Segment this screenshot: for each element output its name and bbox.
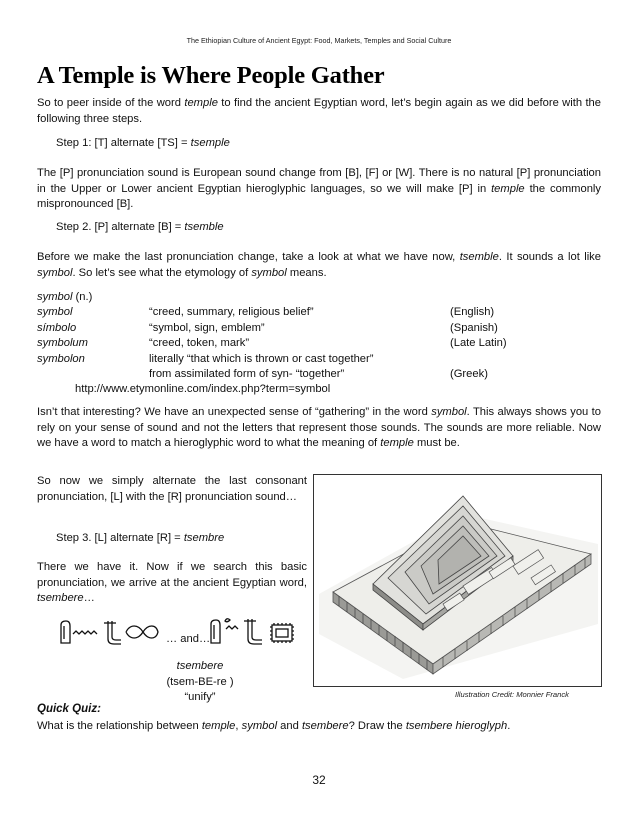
etymology-row: symbolum “creed, token, mark” (Late Latin)	[37, 337, 507, 350]
illustration-credit: Illustration Credit: Monnier Franck	[455, 690, 569, 699]
paragraph-alternate: So now we simply alternate the last consonant pronunciation, [L] with the [R] pronunciation sound…	[37, 475, 307, 503]
etymology-row: symbol “creed, summary, religious belief” (English)	[37, 306, 495, 319]
quiz-heading: Quick Quiz:	[37, 703, 101, 715]
intro-paragraph: So to peer inside of the word temple to find the ancient Egyptian word, let’s begin again as we did before with the following three steps.	[37, 97, 601, 125]
etymology-heading: symbol (n.)	[37, 291, 93, 303]
step-3: Step 3. [L] alternate [R] = tsembre	[56, 532, 225, 544]
paragraph-search: There we have it. Now if we search this basic pronunciation, we arrive at the ancient Egyptian word, tsembere…	[37, 561, 307, 605]
etymology-row: símbolo “symbol, sign, emblem” (Spanish)	[37, 321, 498, 334]
etymology-row: from assimilated form of syn- “together” (Greek)	[149, 367, 488, 380]
hieroglyph-group-2-icon	[208, 613, 304, 651]
glyph-word: tsembere	[176, 660, 224, 672]
and-text: … and…	[166, 633, 211, 645]
hieroglyph-group-1-icon	[58, 617, 164, 649]
running-header: The Ethiopian Culture of Ancient Egypt: Food, Markets, Temples and Social Culture	[186, 36, 452, 45]
etymology-block	[37, 290, 601, 398]
paragraph-etymology-intro: Before we make the last pronunciation change, take a look at what we have now, tsemble. It sounds a lot like symbol. So let’s see what the etymology of symbol means.	[37, 251, 601, 279]
step-2: Step 2. [P] alternate [B] = tsemble	[56, 221, 224, 233]
glyph-pronunciation: (tsem-BE-re )	[166, 676, 234, 688]
temple-illustration	[313, 474, 602, 687]
glyph-meaning: “unify”	[184, 691, 216, 703]
page-number: 32	[312, 773, 326, 787]
quiz-question: What is the relationship between temple, symbol and tsembere? Draw the tsembere hieroglyph.	[37, 720, 511, 732]
page-title: A Temple is Where People Gather	[37, 62, 385, 89]
etymology-row: symbolon literally “that which is thrown or cast together”	[37, 352, 374, 365]
paragraph-gathering: Isn’t that interesting? We have an unexpected sense of “gathering” in the word symbol. This always shows you to rely on your sense of sound and not the letters that represent those sounds. The sounds are more reliable. Now we have a word to match a hieroglyphic word to what the meaning of temple must be.	[37, 406, 601, 450]
paragraph-p-sound: The [P] pronunciation sound is European sound change from [B], [F] or [W]. There is no natural [P] pronunciation in the Upper or Lower ancient Egyptian hieroglyphic languages, so we will make [P] in temple the commonly mispronounced [B].	[37, 167, 601, 211]
etymology-source: http://www.etymonline.com/index.php?term=symbol	[75, 383, 331, 396]
step-1: Step 1: [T] alternate [TS] = tsemple	[56, 137, 230, 149]
